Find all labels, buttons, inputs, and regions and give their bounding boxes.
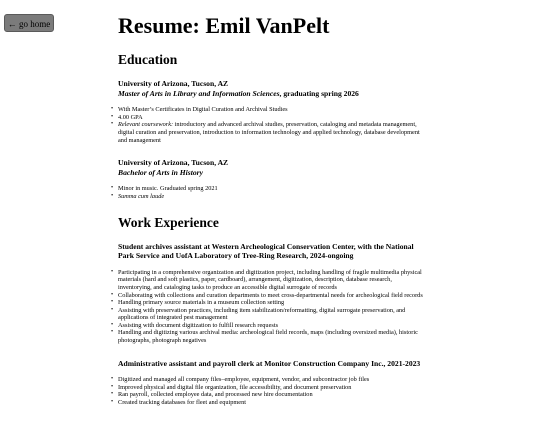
job-title: Administrative assistant and payroll clerk at Monitor Construction Company Inc., 2021-2023 xyxy=(118,358,421,368)
job-title: Student archives assistant at Western Archeological Conservation Center, with the National Park Service and UofA Laboratory of Tree-Ring Research, 2024-ongoing xyxy=(118,241,414,261)
education-heading: Education xyxy=(118,52,178,67)
list-item: • With Master’s Certificates in Digital Curation and Archival Studies xyxy=(118,106,424,114)
list-item xyxy=(118,121,424,144)
list-item: • Participating in a comprehensive organization and digitization project, including handling of fragile multimedia physical materials (hard and soft plastics, paper, cardboard), arrangement, digitization, description, database research, inventorying, and cataloging tasks to produce an accessible digital surrogate of records xyxy=(118,269,424,292)
list-item: • Digitized and managed all company files–employee, equipment, vendor, and subcontractor job files xyxy=(118,376,424,384)
list-item: • Collaborating with collections and curation departments to meet cross-departmental needs for archeological field records xyxy=(118,292,424,300)
list-item: • Assisting with document digitization to fulfill research requests xyxy=(118,322,424,330)
resume-content xyxy=(118,12,424,421)
degree-suffix: , graduating spring 2026 xyxy=(279,88,359,98)
education-details xyxy=(118,106,424,144)
institution: University of Arizona, Tucson, AZ xyxy=(118,79,229,88)
list-item: • Created tracking databases for fleet and equipment xyxy=(118,399,424,407)
list-item: • 4.00 GPA xyxy=(118,114,424,122)
list-item: • Ran payroll, collected employee data, and processed new hire documentation xyxy=(118,391,424,399)
go-home-button[interactable]: ← go home xyxy=(4,14,54,32)
degree-name: Bachelor of Arts in History xyxy=(118,167,203,177)
work-heading: Work Experience xyxy=(118,214,219,230)
list-item: • Improved physical and digital file organization, file accessibility, and document preservation xyxy=(118,384,424,392)
coursework-label: Relevant coursework: xyxy=(118,121,174,129)
list-item: • Handling and digitizing various archival media: archeological field records, maps (including oversized media), historic photographs, photograph negatives xyxy=(118,329,424,344)
education-entry xyxy=(118,158,424,200)
education-details xyxy=(118,185,424,200)
list-item: • Handling primary source materials in a museum collection setting xyxy=(118,299,424,307)
list-item: • Summa cum laude xyxy=(118,193,424,201)
work-entry xyxy=(118,242,424,345)
degree-line xyxy=(118,89,424,99)
list-item: • Minor in music. Graduated spring 2021 xyxy=(118,185,424,193)
education-entry xyxy=(118,79,424,144)
coursework-text: introductory and advanced archival studies, preservation, cataloging and metadata management, digital curation and preservation, introduction to information technology and applied technology, database development and management xyxy=(118,121,420,144)
work-entry xyxy=(118,359,424,407)
job-details xyxy=(118,376,424,406)
list-item: • Assisting with preservation practices, including item stabilization/reformatting, digital surrogate preservation, and applications of integrated pest management xyxy=(118,307,424,322)
institution: University of Arizona, Tucson, AZ xyxy=(118,158,229,168)
job-details xyxy=(118,269,424,345)
degree-line xyxy=(118,168,424,178)
page-title: Resume: Emil VanPelt xyxy=(118,13,330,38)
degree-name: Master of Arts in Library and Information Sciences xyxy=(118,88,280,98)
